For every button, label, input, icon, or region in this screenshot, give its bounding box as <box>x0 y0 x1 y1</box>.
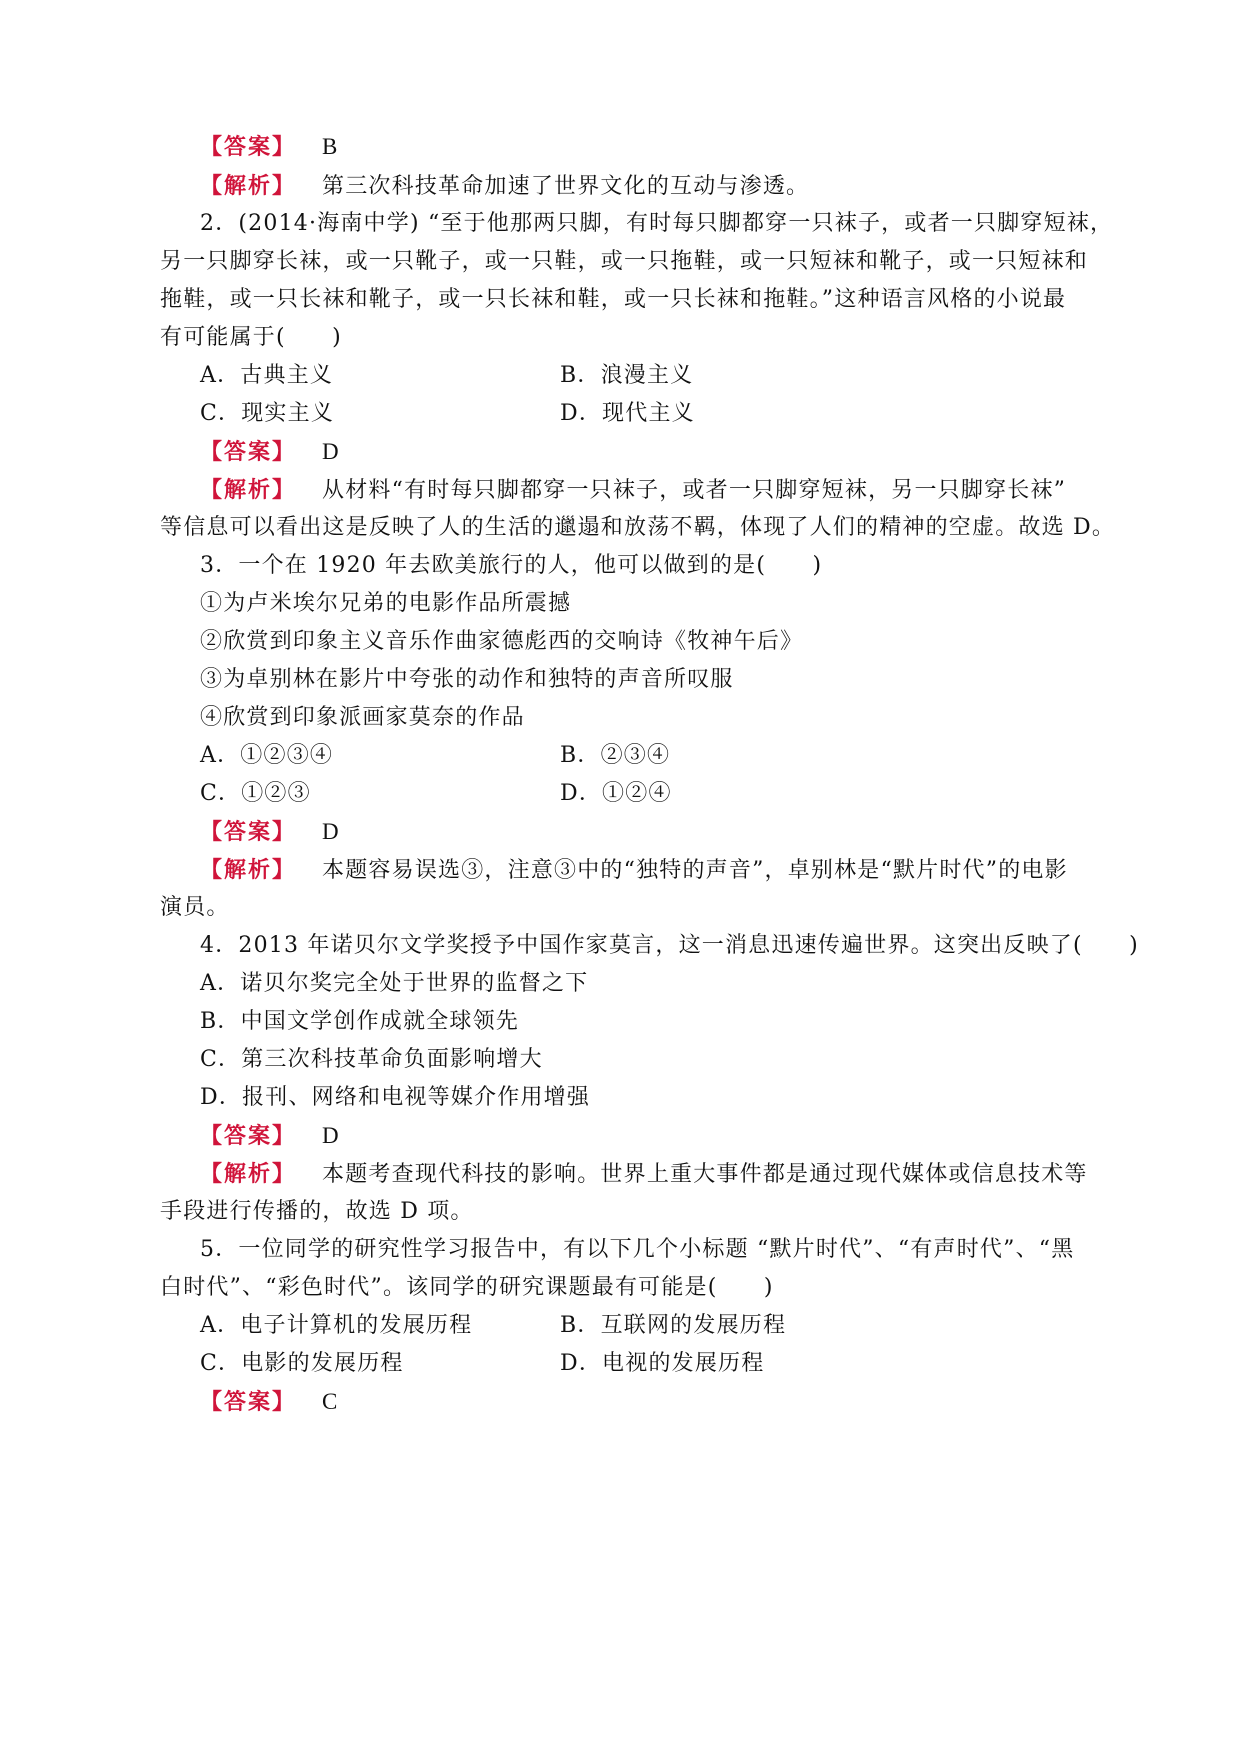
answer-tag: 【答案】 <box>200 439 297 465</box>
analysis-text: 从材料“有时每只脚都穿一只袜子，或者一只脚穿短袜，另一只脚穿长袜” <box>322 478 1067 503</box>
option-c: C．第三次科技革命负面影响增大 <box>200 1047 543 1072</box>
answer-line <box>200 438 340 467</box>
option-d: D．现代主义 <box>560 401 695 426</box>
answer-line <box>200 1122 340 1151</box>
analysis-text: 第三次科技革命加速了世界文化的互动与渗透。 <box>322 174 810 199</box>
answer-value: D <box>322 819 340 844</box>
option-d: D．电视的发展历程 <box>560 1351 765 1376</box>
answer-line <box>200 1388 339 1417</box>
question-3-stem: 3．一个在 1920 年去欧美旅行的人，他可以做到的是( ) <box>200 553 823 578</box>
option-b: B．②③④ <box>560 743 671 768</box>
question-2-stem: 2．(2014·海南中学) “至于他那两只脚，有时每只脚都穿一只袜子，或者一只脚穿短袜， <box>200 211 1114 236</box>
question-2-stem: 另一只脚穿长袜，或一只靴子，或一只鞋，或一只拖鞋，或一只短袜和靴子，或一只短袜和 <box>160 249 1089 274</box>
option-a: A．电子计算机的发展历程 <box>200 1313 473 1338</box>
question-5-stem: 白时代”、“彩色时代”。该同学的研究课题最有可能是( ) <box>160 1275 774 1300</box>
answer-tag: 【答案】 <box>200 1123 297 1149</box>
analysis-text: 等信息可以看出这是反映了人的生活的邋遢和放荡不羁，体现了人们的精神的空虚。故选 D。 <box>160 515 1116 540</box>
option-a: A．古典主义 <box>200 363 334 388</box>
analysis-tag: 【解析】 <box>200 173 297 199</box>
answer-value: C <box>322 1389 339 1414</box>
answer-line <box>200 133 339 162</box>
analysis-text: 本题容易误选③，注意③中的“独特的声音”，卓别林是“默片时代”的电影 <box>322 858 1068 883</box>
analysis-line <box>200 856 1068 885</box>
question-5-stem: 5．一位同学的研究性学习报告中，有以下几个小标题 “默片时代”、“有声时代”、“黑 <box>200 1237 1075 1262</box>
analysis-line <box>200 172 809 201</box>
option-a: A．诺贝尔奖完全处于世界的监督之下 <box>200 971 589 996</box>
option-c: C．现实主义 <box>200 401 335 426</box>
answer-line <box>200 818 340 847</box>
analysis-text: 手段进行传播的，故选 D 项。 <box>160 1199 474 1224</box>
option-b: B．浪漫主义 <box>560 363 694 388</box>
analysis-tag: 【解析】 <box>200 857 297 883</box>
answer-tag: 【答案】 <box>200 134 297 160</box>
answer-value: D <box>322 439 340 464</box>
analysis-tag: 【解析】 <box>200 1161 297 1187</box>
statement-item: ③为卓别林在影片中夸张的动作和独特的声音所叹服 <box>200 667 734 692</box>
option-c: C．电影的发展历程 <box>200 1351 404 1376</box>
option-a: A．①②③④ <box>200 743 334 768</box>
analysis-text: 本题考查现代科技的影响。世界上重大事件都是通过现代媒体或信息技术等 <box>322 1162 1088 1187</box>
analysis-line <box>200 1160 1088 1189</box>
analysis-text: 演员。 <box>160 895 230 920</box>
analysis-tag: 【解析】 <box>200 477 297 503</box>
statement-item: ②欣赏到印象主义音乐作曲家德彪西的交响诗《牧神午后》 <box>200 629 804 654</box>
answer-value: B <box>322 134 339 159</box>
option-b: B．互联网的发展历程 <box>560 1313 787 1338</box>
question-2-stem: 拖鞋，或一只长袜和靴子，或一只长袜和鞋，或一只长袜和拖鞋。”这种语言风格的小说最 <box>160 287 1067 312</box>
answer-value: D <box>322 1123 340 1148</box>
statement-item: ④欣赏到印象派画家莫奈的作品 <box>200 705 525 730</box>
option-d: D．①②④ <box>560 781 672 806</box>
question-2-stem: 有可能属于( ) <box>160 325 342 350</box>
analysis-line <box>200 476 1066 505</box>
answer-tag: 【答案】 <box>200 819 297 845</box>
statement-item: ①为卢米埃尔兄弟的电影作品所震撼 <box>200 591 572 616</box>
option-b: B．中国文学创作成就全球领先 <box>200 1009 519 1034</box>
option-d: D．报刊、网络和电视等媒介作用增强 <box>200 1085 591 1110</box>
question-4-stem: 4．2013 年诺贝尔文学奖授予中国作家莫言，这一消息迅速传遍世界。这突出反映了( ) <box>200 933 1139 958</box>
option-c: C．①②③ <box>200 781 311 806</box>
answer-tag: 【答案】 <box>200 1389 297 1415</box>
